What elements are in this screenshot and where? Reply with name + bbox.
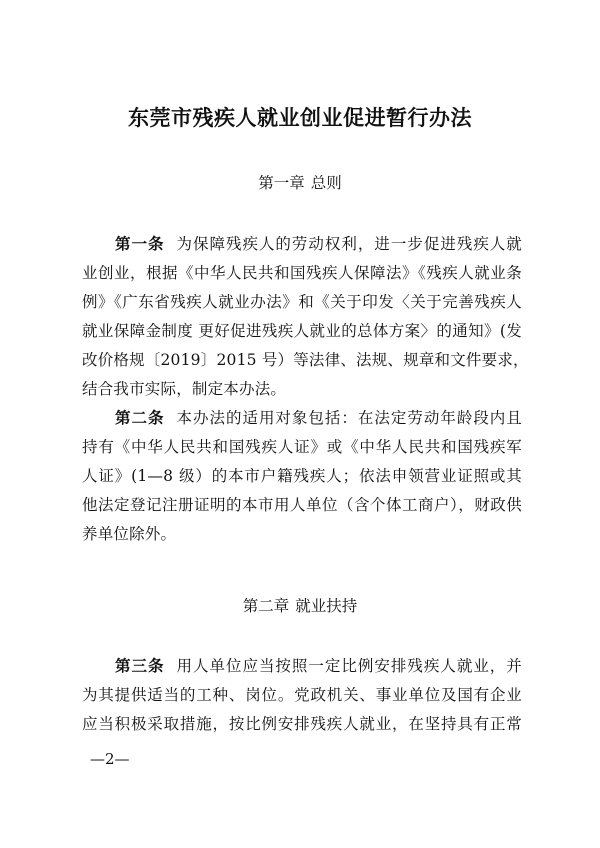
chapter-number: 第一章 xyxy=(258,174,305,192)
article-line: 持有《中华人民共和国残疾人证》或《中华人民共和国残疾军 xyxy=(82,438,522,456)
chapter-name: 就业扶持 xyxy=(295,597,358,615)
article-line: 改价格规〔2019〕2015 号）等法律、法规、规章和文件要求， xyxy=(82,351,529,369)
article-line: 他法定登记注册证明的本市用人单位（含个体工商户），财政供 xyxy=(82,496,522,514)
chapter-number: 第二章 xyxy=(242,597,290,615)
chapter-name: 总则 xyxy=(310,174,342,192)
article-label: 第一条 xyxy=(115,235,165,253)
page-number: —2— xyxy=(90,750,130,768)
chapter-heading-1 xyxy=(0,171,600,195)
article-line: 第三条 用人单位应当按照一定比例安排残疾人就业，并 xyxy=(115,657,523,675)
article-line: 为其提供适当的工种、岗位。党政机关、事业单位及国有企业 xyxy=(82,686,522,704)
document-title: 东莞市残疾人就业创业促进暂行办法 xyxy=(128,105,472,130)
article-label: 第三条 xyxy=(115,657,165,675)
article-line: 业创业，根据《中华人民共和国残疾人保障法》《残疾人就业条 xyxy=(82,264,522,282)
article-line: 就业保障金制度 更好促进残疾人就业的总体方案〉的通知》(发 xyxy=(82,322,522,340)
article-label: 第二条 xyxy=(115,409,165,427)
article-line: 第一条 为保障残疾人的劳动权利，进一步促进残疾人就 xyxy=(115,235,523,253)
article-2 xyxy=(82,404,522,549)
article-line: 例》《广东省残疾人就业办法》和《关于印发〈关于完善残疾人 xyxy=(82,293,522,311)
article-1 xyxy=(82,230,529,404)
article-3 xyxy=(82,652,522,739)
article-line: 结合我市实际，制定本办法。 xyxy=(82,380,287,398)
chapter-heading-2 xyxy=(0,594,600,618)
article-line: 应当积极采取措施，按比例安排残疾人就业，在坚持具有正常 xyxy=(82,715,522,733)
article-line: 养单位除外。 xyxy=(82,525,177,543)
article-line: 人证》(1—8 级）的本市户籍残疾人；依法申领营业证照或其 xyxy=(82,467,522,485)
article-line: 第二条 本办法的适用对象包括：在法定劳动年龄段内且 xyxy=(115,409,523,427)
